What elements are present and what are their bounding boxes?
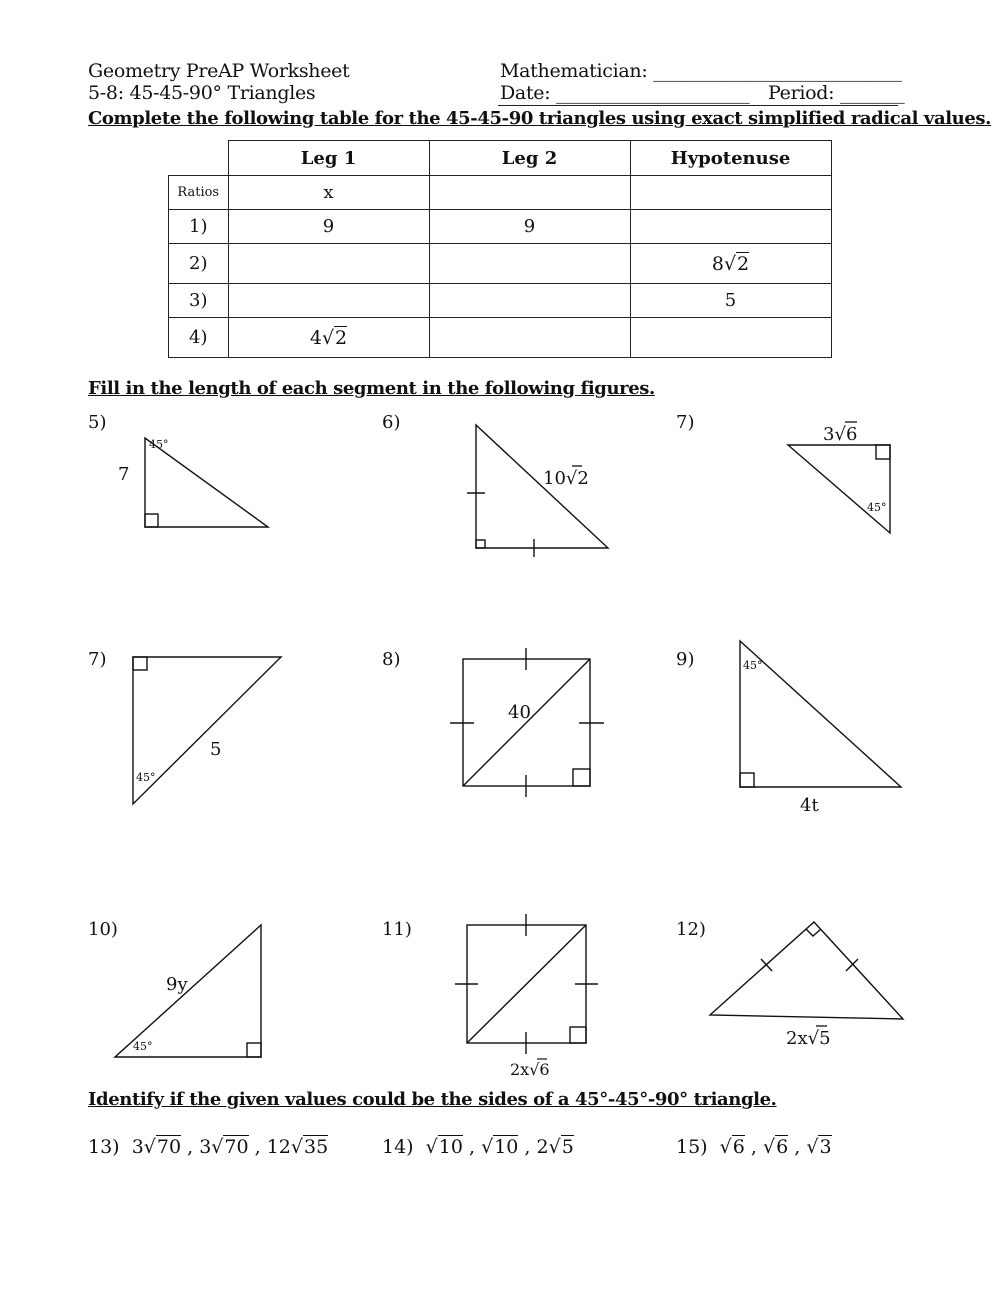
- side-label-12-radicand: 5: [819, 1028, 831, 1049]
- row3-hyp: 5: [630, 284, 831, 318]
- right-angle-mark-11: [570, 1027, 586, 1043]
- date-field: Date: _____________________: [500, 82, 750, 104]
- q13-b-coef: 3: [199, 1136, 212, 1158]
- row2-hyp: 8√2: [630, 244, 831, 284]
- row-number: 1): [169, 210, 229, 244]
- problem-number: 6): [382, 412, 401, 433]
- q13-a-radicand: 70: [156, 1136, 182, 1158]
- row4-leg1: 4√2: [228, 318, 429, 358]
- question-number: 13): [88, 1136, 120, 1158]
- row4-leg1-radicand: 2: [335, 326, 348, 349]
- side-label-11-radicand: 6: [539, 1060, 550, 1079]
- q14-a-radicand: 10: [438, 1136, 463, 1158]
- side-label-6: [543, 468, 589, 489]
- angle-label-7a: 45°: [867, 501, 887, 514]
- right-angle-mark-8: [573, 769, 590, 786]
- right-angle-mark-12: [806, 929, 821, 936]
- period-field: Period: _______: [768, 82, 905, 104]
- angle-label-10: 45°: [133, 1040, 153, 1053]
- problem-number: 5): [88, 412, 107, 433]
- problem-number: 12): [676, 919, 706, 940]
- problem-number: 7): [676, 412, 695, 433]
- radical-sign: √: [529, 1060, 540, 1079]
- problem-number: 7): [88, 649, 107, 670]
- problem-number: 10): [88, 919, 118, 940]
- radical-sign: √: [834, 424, 846, 445]
- worksheet-title: Geometry PreAP Worksheet: [88, 60, 350, 82]
- row-number: 2): [169, 244, 229, 284]
- triangle-9: [740, 641, 901, 787]
- col-hyp-header: Hypotenuse: [630, 141, 831, 176]
- problem-number: 11): [382, 919, 412, 940]
- row-number: 4): [169, 318, 229, 358]
- q14-b-radicand: 10: [494, 1136, 519, 1158]
- mathematician-field: Mathematician: ___________________________: [500, 60, 902, 82]
- question-number: 14): [382, 1136, 414, 1158]
- q15-c-radicand: 3: [819, 1136, 832, 1158]
- side-label-7a: [823, 424, 857, 445]
- right-angle-mark-6: [476, 540, 485, 548]
- radical-sign: √: [807, 1028, 820, 1049]
- ratios-leg1: x: [228, 176, 429, 210]
- row4-leg1-coef: 4: [309, 326, 322, 349]
- q14-c-coef: 2: [536, 1136, 549, 1158]
- row2-hyp-coef: 8: [711, 252, 724, 275]
- diagonal-11: [467, 925, 586, 1043]
- side-label-11-coef: 2x: [510, 1060, 530, 1079]
- ratios-label: Ratios: [169, 176, 229, 210]
- side-label-12: [786, 1028, 831, 1049]
- angle-label-7b: 45°: [136, 771, 156, 784]
- triangle-7a: [788, 445, 890, 533]
- triangle-12: [710, 922, 903, 1019]
- row1-leg1: 9: [228, 210, 429, 244]
- q15-b-radicand: 6: [776, 1136, 789, 1158]
- right-angle-mark-10: [247, 1043, 261, 1057]
- side-label-6-coef: 10: [543, 468, 566, 489]
- angle-label-5: 45°: [149, 438, 169, 451]
- col-leg1-header: Leg 1: [228, 141, 429, 176]
- row-number: 3): [169, 284, 229, 318]
- problem-number: 8): [382, 649, 401, 670]
- tick-mark-12b: [846, 959, 858, 971]
- question-14: 14) √10 , √10 , 2√5: [382, 1136, 574, 1158]
- right-angle-mark-5: [145, 514, 158, 527]
- side-label-10: 9y: [166, 974, 188, 995]
- side-label-6-radicand: 2: [577, 468, 589, 489]
- worksheet-subtitle: 5-8: 45-45-90° Triangles: [88, 82, 316, 104]
- problem-number: 9): [676, 649, 695, 670]
- q14-c-radicand: 5: [561, 1136, 574, 1158]
- side-label-5: 7: [118, 464, 130, 485]
- right-angle-mark-7a: [876, 445, 890, 459]
- side-label-7b: 5: [210, 739, 222, 760]
- q15-a-radicand: 6: [732, 1136, 745, 1158]
- right-angle-mark-9: [740, 773, 754, 787]
- row2-hyp-radicand: 2: [737, 252, 750, 275]
- q13-c-radicand: 35: [304, 1136, 329, 1158]
- triangle-5: [145, 438, 268, 527]
- question-13: 13) 3√70 , 3√70 , 12√35: [88, 1136, 329, 1158]
- table-instruction: Complete the following table for the 45-45-90 triangles using exact simplified radical values.: [88, 108, 992, 129]
- identify-instruction: Identify if the given values could be the sides of a 45°-45°-90° triangle.: [88, 1089, 777, 1110]
- q13-b-radicand: 70: [224, 1136, 249, 1158]
- triangle-10: [115, 925, 261, 1057]
- q13-c-coef: 12: [266, 1136, 291, 1158]
- side-label-12-coef: 2x: [786, 1028, 808, 1049]
- side-label-7a-radicand: 6: [845, 424, 858, 445]
- col-leg2-header: Leg 2: [429, 141, 630, 176]
- side-label-9: 4t: [800, 795, 819, 816]
- side-label-7a-coef: 3: [823, 424, 835, 445]
- side-label-11: [510, 1060, 550, 1079]
- diagonal-label-8: 40: [508, 702, 531, 723]
- right-angle-mark-7b: [133, 657, 147, 670]
- question-15: 15) √6 , √6 , √3: [676, 1136, 832, 1158]
- q13-a-coef: 3: [131, 1136, 144, 1158]
- row1-leg2: 9: [429, 210, 630, 244]
- radical-sign: √: [565, 468, 578, 489]
- question-number: 15): [676, 1136, 708, 1158]
- angle-label-9: 45°: [743, 659, 763, 672]
- figures-instruction: Fill in the length of each segment in the following figures.: [88, 378, 655, 399]
